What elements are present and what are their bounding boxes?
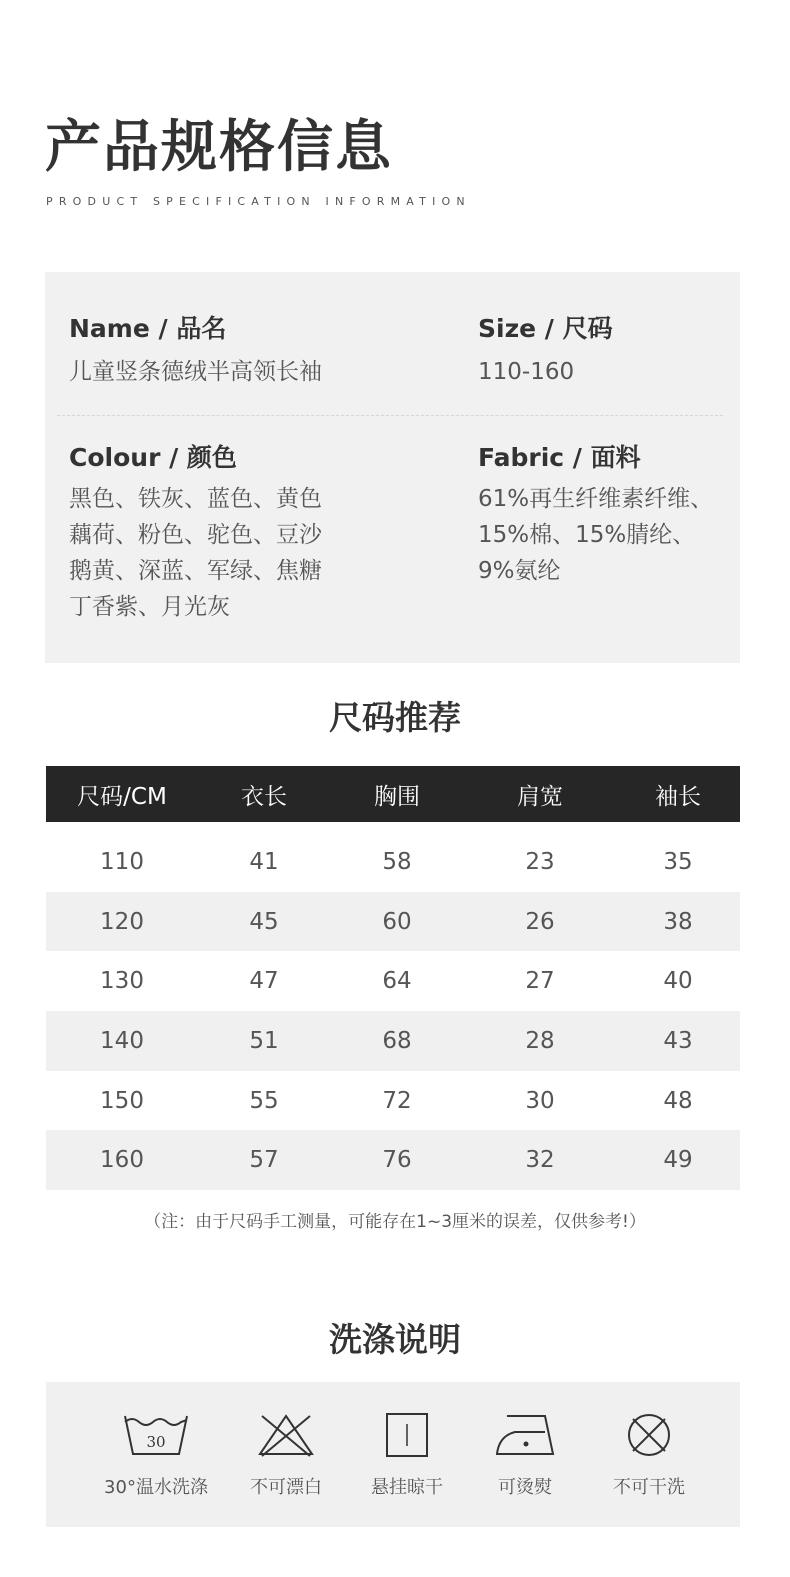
table-cell: 150	[100, 1087, 144, 1114]
wash-section-title: 洗涤说明	[329, 1320, 461, 1359]
line-dry-icon	[383, 1412, 431, 1458]
table-body	[46, 832, 740, 1190]
table-cell: 43	[663, 1027, 693, 1054]
table-cell: 72	[382, 1087, 412, 1114]
size-value: 110-160	[478, 359, 575, 385]
no-dry-clean-icon	[625, 1412, 673, 1458]
fabric-label: Fabric / 面料	[478, 443, 641, 472]
fabric-line: 15%棉、15%腈纶、	[478, 522, 696, 548]
wash-item	[579, 1382, 719, 1527]
info-divider	[57, 415, 723, 416]
fabric-block	[478, 443, 713, 589]
table-cell: 45	[249, 908, 279, 935]
table-row	[46, 892, 740, 952]
table-cell: 40	[663, 968, 693, 995]
table-row	[46, 1071, 740, 1131]
fabric-value	[478, 481, 713, 589]
wash-label: 30°温水洗涤	[104, 1477, 208, 1498]
table-cell: 130	[100, 968, 144, 995]
wash-item	[455, 1382, 595, 1527]
table-cell: 68	[382, 1027, 412, 1054]
colour-line: 鹅黄、深蓝、军绿、焦糖	[69, 558, 322, 584]
size-note: （注：由于尺码手工测量，可能存在1~3厘米的误差，仅供参考!）	[144, 1212, 646, 1232]
table-row	[46, 951, 740, 1011]
table-cell: 140	[100, 1027, 144, 1054]
table-cell: 57	[249, 1147, 279, 1174]
fabric-line: 9%氨纶	[478, 558, 561, 584]
table-cell: 26	[525, 908, 555, 935]
colour-line: 藕荷、粉色、驼色、豆沙	[69, 522, 322, 548]
wash-label: 不可漂白	[250, 1477, 322, 1498]
fabric-line: 61%再生纤维素纤维、	[478, 486, 714, 512]
colour-line: 黑色、铁灰、蓝色、黄色	[69, 486, 322, 512]
table-cell: 120	[100, 908, 144, 935]
table-cell: 47	[249, 968, 279, 995]
colour-line: 丁香紫、月光灰	[69, 594, 230, 620]
table-cell: 35	[663, 848, 693, 875]
table-cell: 76	[382, 1147, 412, 1174]
table-cell: 64	[382, 968, 412, 995]
table-header-row	[46, 766, 740, 822]
page-subtitle: PRODUCT SPECIFICATION INFORMATION	[46, 195, 471, 208]
table-cell: 28	[525, 1027, 555, 1054]
table-cell: 51	[249, 1027, 279, 1054]
wash-temp-text: 30	[146, 1433, 166, 1451]
size-block	[478, 314, 613, 390]
colour-block	[69, 443, 322, 625]
iron-icon	[493, 1412, 557, 1458]
table-row	[46, 1011, 740, 1071]
colour-value	[69, 481, 322, 625]
table-cell: 110	[100, 848, 144, 875]
wash-label: 悬挂晾干	[371, 1477, 443, 1498]
wash-instructions-panel	[46, 1382, 740, 1527]
table-cell: 48	[663, 1087, 693, 1114]
wash-label: 可烫熨	[498, 1477, 552, 1498]
table-row	[46, 832, 740, 892]
table-cell: 160	[100, 1147, 144, 1174]
table-row	[46, 1130, 740, 1190]
header-cell-length: 衣长	[241, 783, 287, 810]
table-cell: 60	[382, 908, 412, 935]
table-cell: 23	[525, 848, 555, 875]
size-table	[46, 766, 740, 1190]
table-cell: 27	[525, 968, 555, 995]
table-cell: 55	[249, 1087, 279, 1114]
table-cell: 32	[525, 1147, 555, 1174]
table-cell: 49	[663, 1147, 693, 1174]
no-bleach-icon	[256, 1412, 316, 1458]
header-cell-shoulder: 肩宽	[517, 783, 563, 810]
name-label: Name / 品名	[69, 314, 227, 343]
table-cell: 41	[249, 848, 279, 875]
size-label: Size / 尺码	[478, 314, 613, 343]
wash-30-icon	[123, 1412, 189, 1458]
name-block	[69, 314, 322, 390]
wash-label: 不可干洗	[613, 1477, 685, 1498]
table-cell: 30	[525, 1087, 555, 1114]
wash-item	[216, 1382, 356, 1527]
name-value: 儿童竖条德绒半高领长袖	[69, 359, 322, 385]
product-info-panel	[45, 272, 740, 663]
table-cell: 58	[382, 848, 412, 875]
table-cell: 38	[663, 908, 693, 935]
header-cell-chest: 胸围	[374, 783, 420, 810]
colour-label: Colour / 颜色	[69, 443, 237, 472]
header-cell-sleeve: 袖长	[655, 783, 701, 810]
wash-item	[86, 1382, 226, 1527]
size-section-title: 尺码推荐	[329, 698, 461, 737]
page-title: 产品规格信息	[45, 115, 393, 180]
header-cell-size: 尺码/CM	[77, 783, 167, 810]
